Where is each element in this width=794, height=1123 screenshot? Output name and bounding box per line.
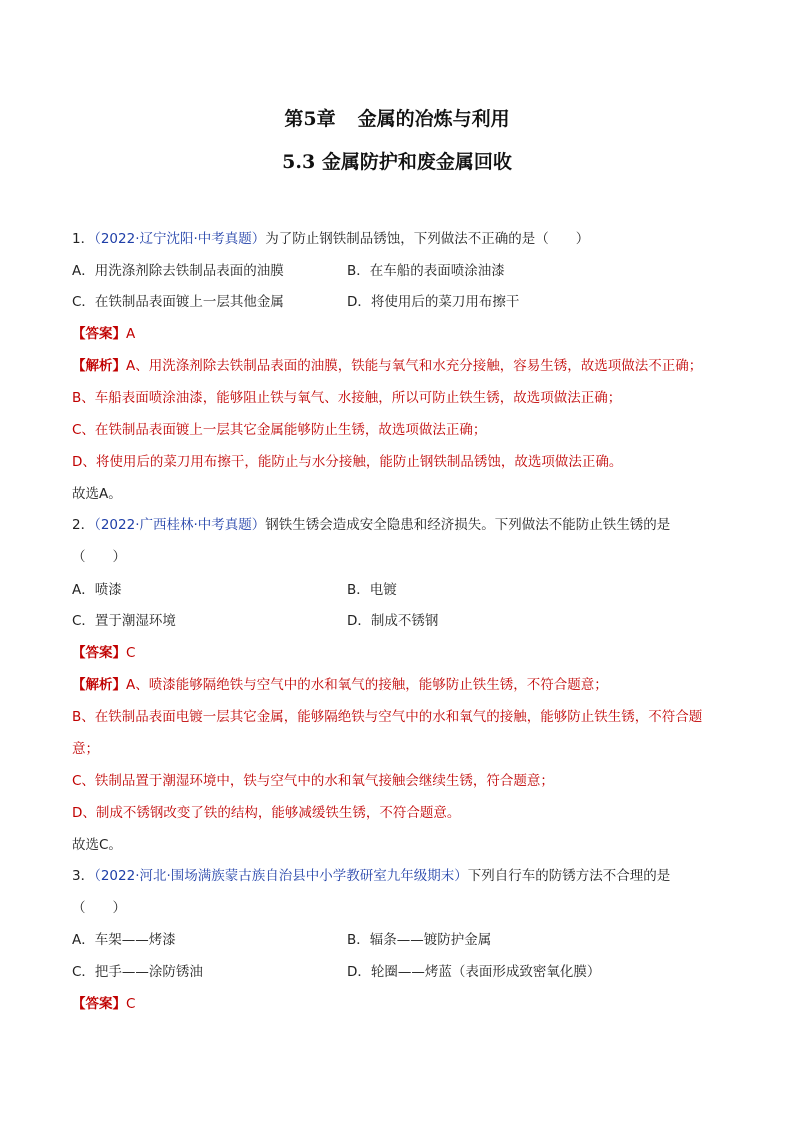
q1-analysis-line-1: [72, 357, 732, 375]
q2-analysis-line-3: 意；: [72, 741, 99, 757]
q1-answer: [72, 325, 732, 343]
q2-option-d: D．制成不锈钢: [347, 613, 439, 629]
question-2-stem: [72, 516, 732, 534]
answer-label: 【答案】: [72, 996, 126, 1012]
answer-value: A: [126, 326, 136, 342]
question-text: 为了防止钢铁制品锈蚀，下列做法不正确的是（ ）: [265, 231, 590, 247]
q2-analysis-line-5: D、制成不锈钢改变了铁的结构，能够减缓铁生锈，不符合题意。: [72, 805, 461, 821]
question-source: （2022·广西桂林·中考真题）: [94, 517, 266, 533]
section-title: 5.3 金属防护和废金属回收: [282, 151, 512, 173]
analysis-label: 【解析】: [72, 677, 126, 693]
q1-analysis-line-2: B、车船表面喷涂油漆，能够阻止铁与氧气、水接触，所以可防止铁生锈，故选项做法正确；: [72, 390, 622, 406]
chapter-name: 金属的冶炼与利用: [357, 108, 510, 130]
q1-analysis-line-3: C、在铁制品表面镀上一层其它金属能够防止生锈，故选项做法正确；: [72, 422, 487, 438]
q3-option-c: C．把手——涂防锈油: [72, 964, 203, 980]
q3-option-a: A．车架——烤漆: [72, 932, 176, 948]
q3-option-d: D．轮圈——烤蓝（表面形成致密氧化膜）: [347, 964, 601, 980]
q2-analysis-line-2: B、在铁制品表面电镀一层其它金属，能够隔绝铁与空气中的水和氧气的接触，能够防止铁生锈，不符合题: [72, 709, 703, 725]
q3-answer: [72, 995, 732, 1013]
chapter-number: 第5章: [284, 108, 336, 130]
q1-option-a: A．用洗涤剂除去铁制品表面的油膜: [72, 263, 284, 279]
question-source: （2022·河北·围场满族蒙古族自治县中小学教研室九年级期末）: [94, 868, 468, 884]
chapter-title: [0, 104, 794, 131]
q2-analysis-line-1: [72, 676, 732, 694]
q2-analysis-line-4: C、铁制品置于潮湿环境中，铁与空气中的水和氧气接触会继续生锈，符合题意；: [72, 773, 554, 789]
q2-option-b: B．电镀: [347, 582, 397, 598]
answer-label: 【答案】: [72, 326, 126, 342]
q2-option-c: C．置于潮湿环境: [72, 613, 176, 629]
q1-conclusion: 故选A。: [72, 486, 122, 502]
question-number: 1．: [72, 231, 95, 247]
question-text: 钢铁生锈会造成安全隐患和经济损失。下列做法不能防止铁生锈的是: [265, 517, 671, 533]
question-1-stem: [72, 230, 732, 248]
q1-analysis-line-4: D、将使用后的菜刀用布擦干，能防止与水分接触，能防止钢铁制品锈蚀，故选项做法正确。: [72, 454, 623, 470]
question-text: 下列自行车的防锈方法不合理的是: [467, 868, 671, 884]
analysis-text: A、用洗涤剂除去铁制品表面的油膜，铁能与氧气和水充分接触，容易生锈，故选项做法不正确；: [126, 358, 703, 374]
analysis-label: 【解析】: [72, 358, 126, 374]
question-number: 3．: [72, 868, 95, 884]
question-number: 2．: [72, 517, 95, 533]
question-3-stem: [72, 867, 732, 885]
answer-value: C: [126, 996, 136, 1012]
analysis-text: A、喷漆能够隔绝铁与空气中的水和氧气的接触，能够防止铁生锈，不符合题意；: [126, 677, 608, 693]
q1-option-c: C．在铁制品表面镀上一层其他金属: [72, 294, 284, 310]
q1-option-d: D．将使用后的菜刀用布擦干: [347, 294, 520, 310]
q3-option-b: B．辐条——镀防护金属: [347, 932, 492, 948]
question-3-stem-cont: （ ）: [72, 900, 126, 916]
q2-option-a: A．喷漆: [72, 582, 122, 598]
question-source: （2022·辽宁沈阳·中考真题）: [94, 231, 266, 247]
question-2-stem-cont: （ ）: [72, 549, 126, 565]
answer-label: 【答案】: [72, 645, 126, 661]
q1-option-b: B．在车船的表面喷涂油漆: [347, 263, 505, 279]
answer-value: C: [126, 645, 136, 661]
q2-answer: [72, 644, 732, 662]
q2-conclusion: 故选C。: [72, 837, 122, 853]
